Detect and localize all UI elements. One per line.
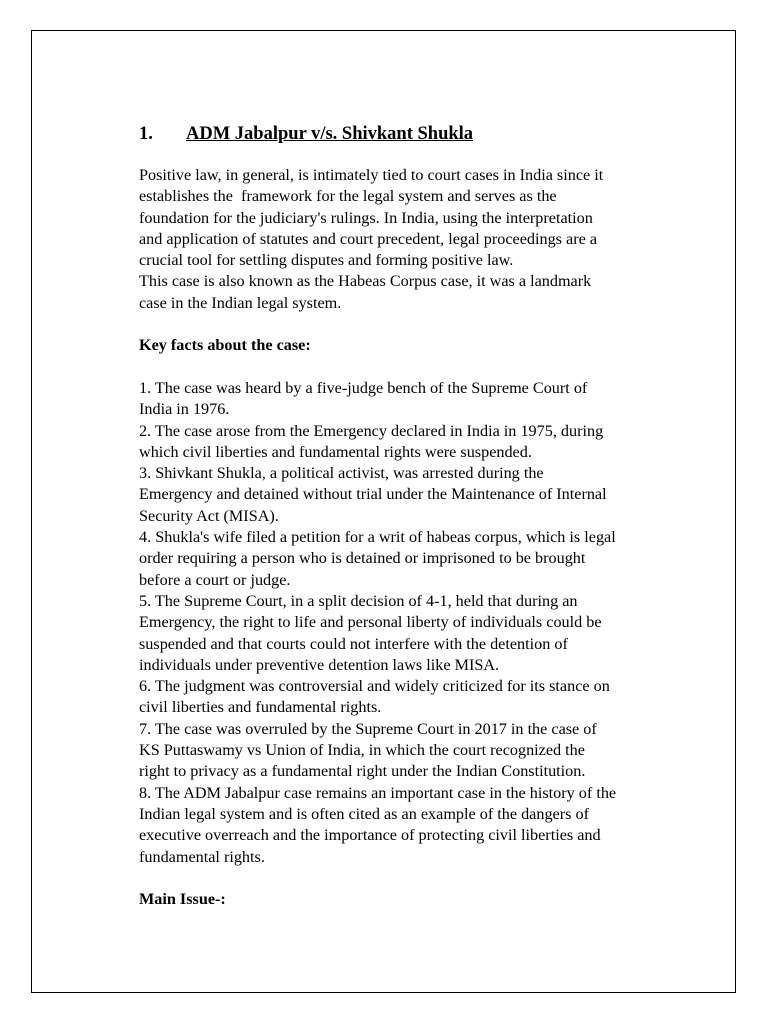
fact-line: 4. Shukla's wife filed a petition for a writ of habeas corpus, which is legal (139, 528, 616, 547)
fact-line: fundamental rights. (139, 847, 265, 866)
fact-line: India in 1976. (139, 400, 230, 419)
key-facts-heading: Key facts about the case: (139, 336, 311, 355)
fact-line: 5. The Supreme Court, in a split decision of 4-1, held that during an (139, 591, 578, 610)
fact-line: 3. Shivkant Shukla, a political activist, was arrested during the (139, 464, 544, 483)
fact-line: suspended and that courts could not interfere with the detention of (139, 634, 568, 653)
fact-line: 7. The case was overruled by the Supreme Court in 2017 in the case of (139, 719, 597, 738)
section-title: ADM Jabalpur v/s. Shivkant Shukla (186, 124, 474, 144)
key-facts-list (139, 378, 679, 868)
intro-line: This case is also known as the Habeas Corpus case, it was a landmark (139, 272, 592, 291)
main-issue-heading: Main Issue-: (139, 890, 226, 909)
section-heading (139, 123, 679, 145)
intro-line: crucial tool for settling disputes and forming positive law. (139, 251, 514, 270)
fact-line: civil liberties and fundamental rights. (139, 698, 382, 717)
fact-line: Indian legal system and is often cited as an example of the dangers of (139, 804, 589, 823)
intro-line: and application of statutes and court precedent, legal proceedings are a (139, 229, 598, 248)
paragraph-gap (139, 314, 679, 335)
intro-paragraph (139, 165, 679, 314)
document-page (31, 30, 736, 993)
intro-line: establishes the framework for the legal system and serves as the (139, 187, 557, 206)
fact-line: right to privacy as a fundamental right under the Indian Constitution. (139, 762, 586, 781)
paragraph-gap (139, 868, 679, 889)
fact-line: 6. The judgment was controversial and widely criticized for its stance on (139, 677, 610, 696)
paragraph-gap (139, 357, 679, 378)
fact-line: Emergency and detained without trial under the Maintenance of Internal (139, 485, 607, 504)
fact-line: Emergency, the right to life and personal liberty of individuals could be (139, 613, 602, 632)
fact-line: 8. The ADM Jabalpur case remains an important case in the history of the (139, 783, 617, 802)
fact-line: which civil liberties and fundamental rights were suspended. (139, 442, 532, 461)
document-body (139, 123, 679, 910)
fact-line: individuals under preventive detention laws like MISA. (139, 655, 500, 674)
section-number: 1. (139, 124, 153, 144)
fact-line: KS Puttaswamy vs Union of India, in which the court recognized the (139, 741, 585, 760)
fact-line: Security Act (MISA). (139, 506, 279, 525)
fact-line: 2. The case arose from the Emergency declared in India in 1975, during (139, 421, 604, 440)
fact-line: executive overreach and the importance of protecting civil liberties and (139, 826, 601, 845)
fact-line: 1. The case was heard by a five-judge bench of the Supreme Court of (139, 378, 588, 397)
fact-line: before a court or judge. (139, 570, 291, 589)
intro-line: foundation for the judiciary's rulings. In India, using the interpretation (139, 208, 593, 227)
fact-line: order requiring a person who is detained or imprisoned to be brought (139, 549, 586, 568)
intro-line: case in the Indian legal system. (139, 293, 342, 312)
intro-line: Positive law, in general, is intimately tied to court cases in India since it (139, 166, 604, 184)
